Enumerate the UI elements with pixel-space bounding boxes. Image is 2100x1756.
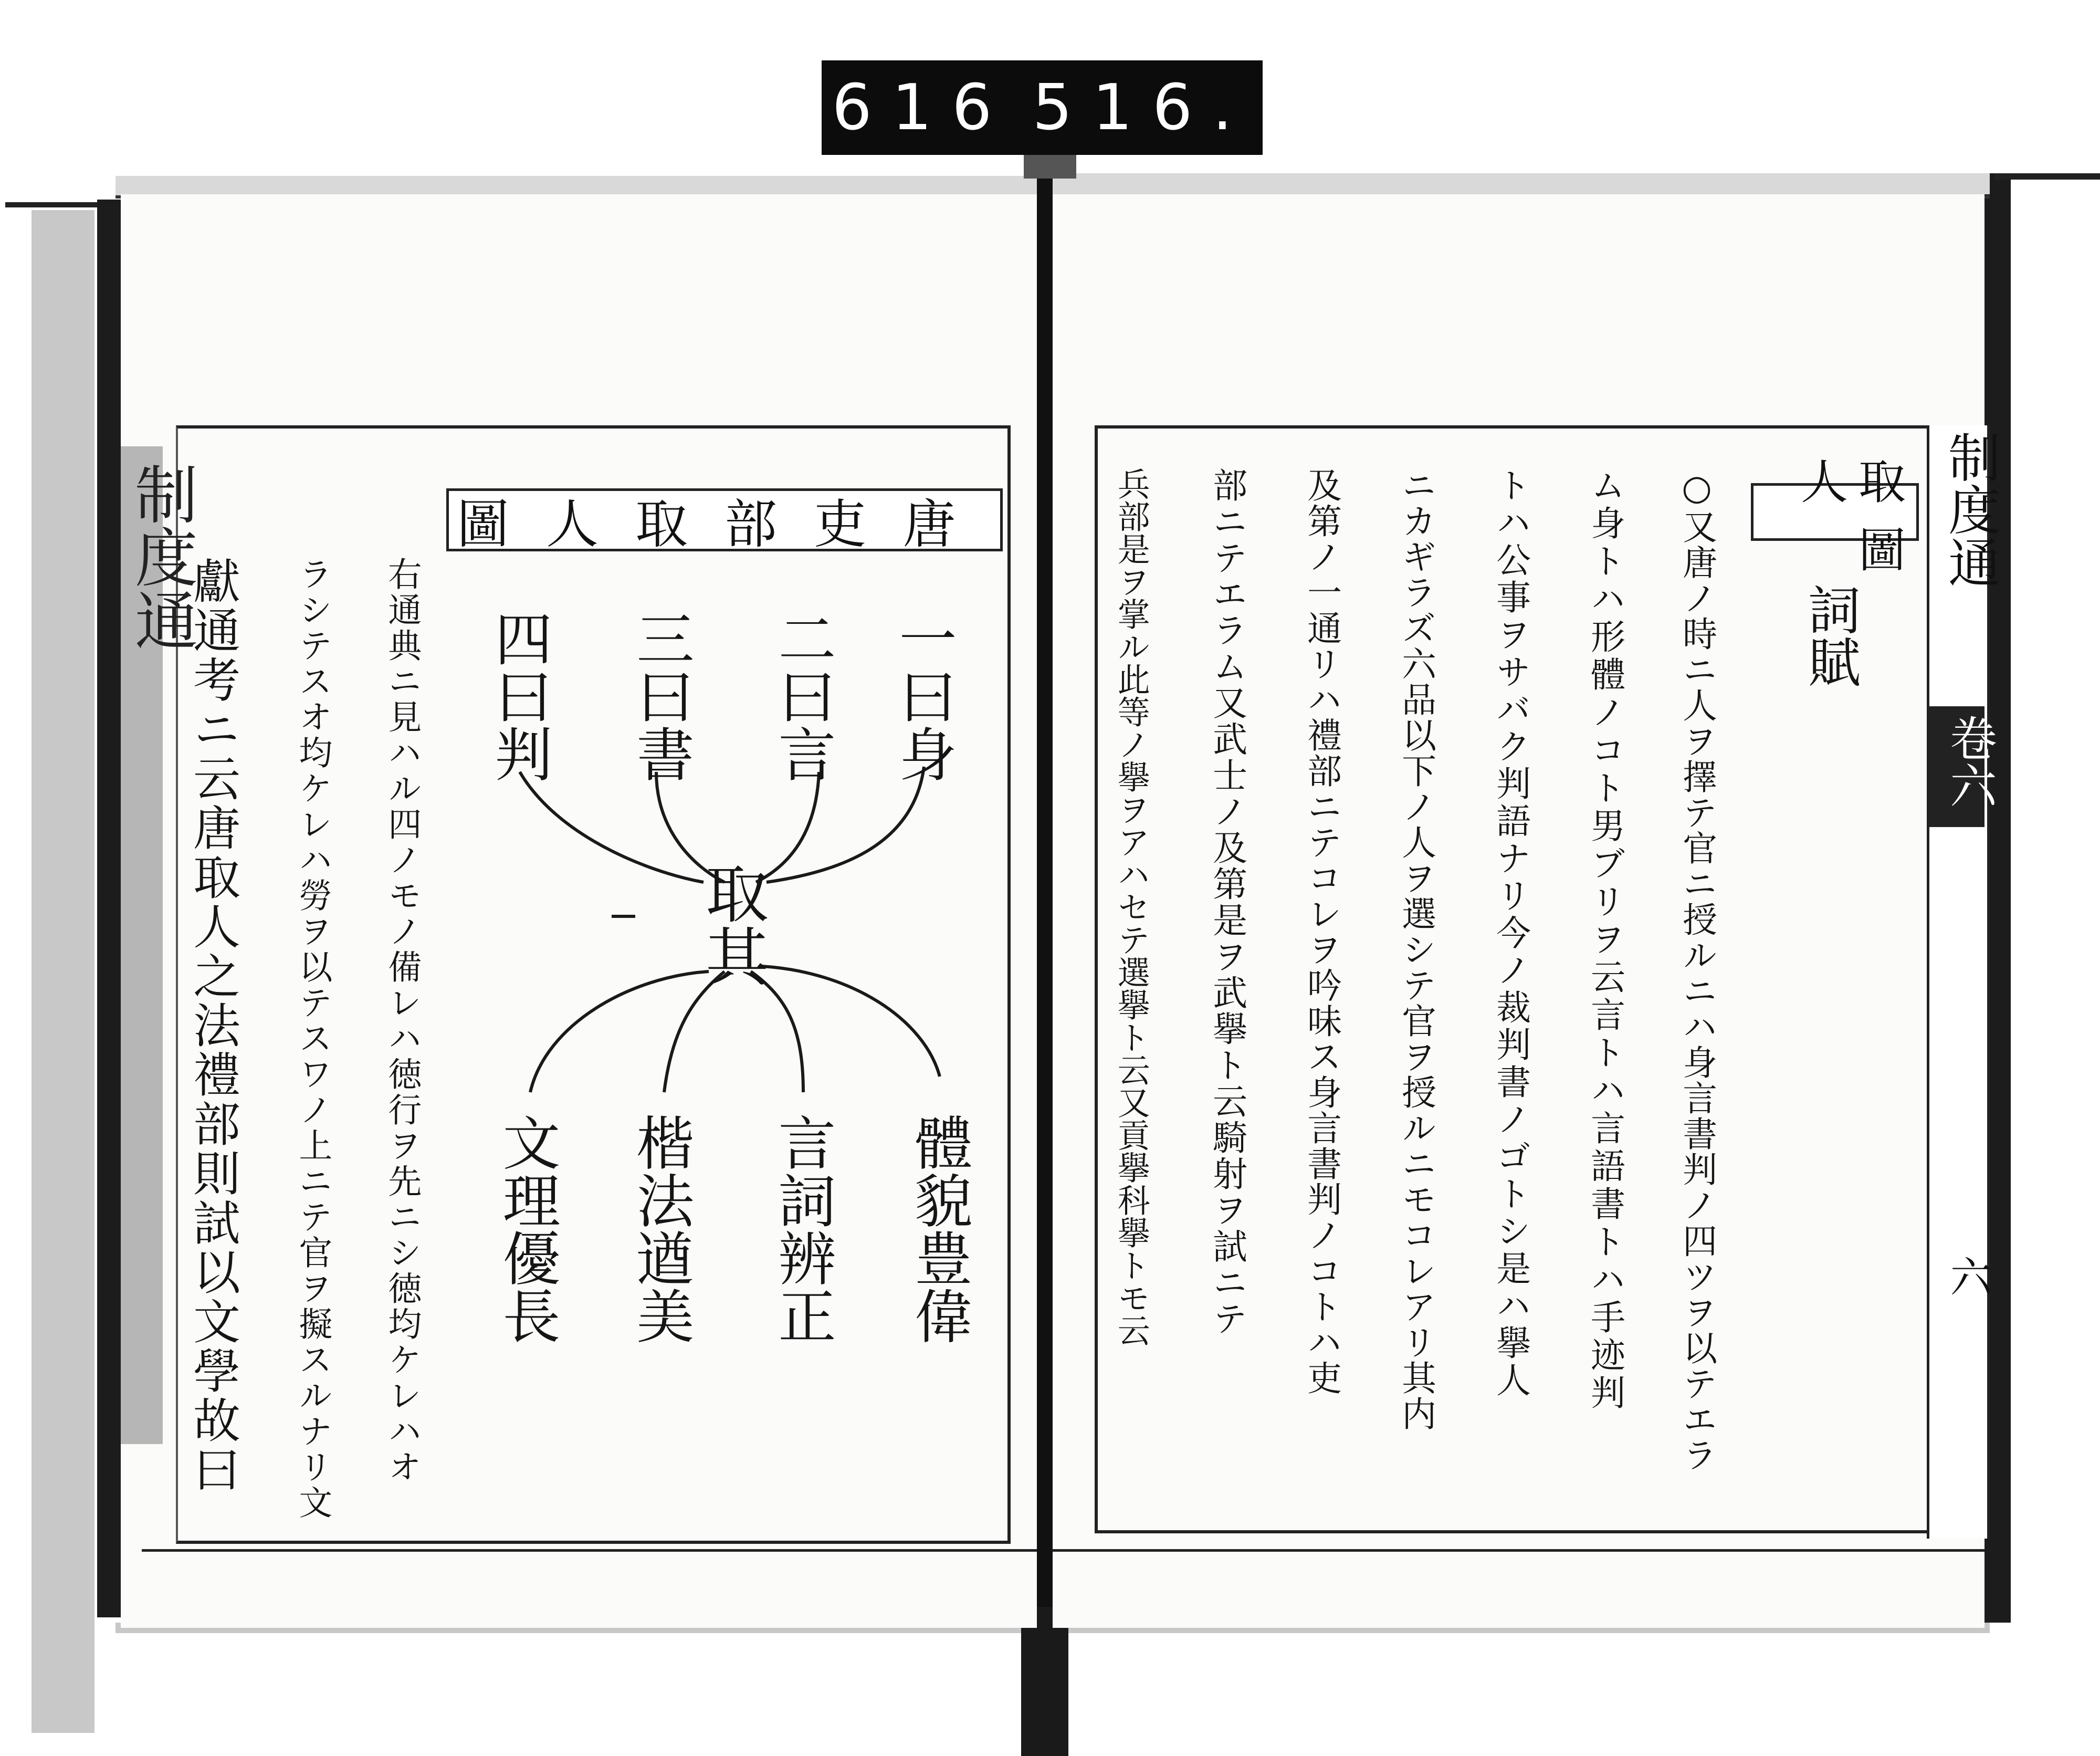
section-annotation: 詞賦 — [1799, 583, 1861, 688]
commentary-line-2: ラシテスオ均ケレハ勞ヲ以テスワノ上ニテ官ヲ擬スルナリ文 — [293, 557, 332, 1521]
right-margin-title: 制度通 — [1939, 431, 2001, 588]
bottom-item-2: 言詞辨正 — [769, 1113, 836, 1344]
bottom-item-3: 楷法遒美 — [627, 1113, 695, 1344]
body-line-6: 部ニテエラム又武士ノ及第是ヲ武擧ト云騎射ヲ試ニテ — [1206, 467, 1247, 1337]
body-line-7: 兵部是ヲ掌ル此等ノ擧ヲアハセテ選擧ト云又貢擧科擧トモ云 — [1112, 467, 1151, 1346]
right-margin-block — [1927, 425, 1990, 1539]
body-line-5: 及第ノ一通リハ禮部ニテコレヲ吟味ス身言書判ノコトハ吏 — [1301, 467, 1342, 1396]
left-margin-label: 制度通 — [124, 462, 197, 651]
commentary-line-1: 右通典ニ見ハル四ノモノ備レハ徳行ヲ先ニシ徳均ケレハオ — [382, 557, 422, 1485]
right-bottom-rule — [1053, 1549, 1984, 1552]
diagram-title: 唐吏部取人圖 — [446, 488, 1003, 551]
top-item-2: 二曰言 — [769, 609, 836, 782]
right-margin-page: 六 — [1943, 1255, 1992, 1297]
top-item-4: 四曰判 — [485, 609, 553, 782]
page-number-stamp — [822, 60, 1263, 155]
top-item-1: 一曰身 — [889, 609, 957, 782]
section-title: 取人圖 — [1751, 483, 1919, 541]
body-line-4: ニカギラズ六品以下ノ人ヲ選シテ官ヲ授ルニモコレアリ其内 — [1395, 467, 1436, 1431]
body-line-1: ○又唐ノ時ニ人ヲ擇テ官ニ授ルニハ身言書判ノ四ツヲ以テエラ — [1676, 467, 1717, 1473]
commentary-line-3: 獻通考ニ云唐取人之法禮部則試以文學故曰 — [185, 557, 240, 1494]
body-line-2: ム身トハ形體ノコト男ブリヲ云言トハ言語書トハ手迹判 — [1584, 467, 1625, 1413]
right-margin-volume: 卷六 — [1941, 714, 1997, 809]
stamp-number-left: 616 — [832, 71, 1012, 144]
left-bottom-rule — [142, 1549, 1037, 1552]
center-label: 取其 — [695, 861, 768, 987]
bottom-item-4: 文理優長 — [493, 1113, 561, 1344]
top-item-3: 三曰書 — [627, 609, 695, 782]
bottom-item-1: 體貌豊偉 — [905, 1113, 973, 1344]
body-line-3: トハ公事ヲサバク判語ナリ今ノ裁判書ノゴトシ是ハ擧人 — [1490, 467, 1531, 1399]
stamp-number-right: 516. — [1032, 71, 1253, 144]
